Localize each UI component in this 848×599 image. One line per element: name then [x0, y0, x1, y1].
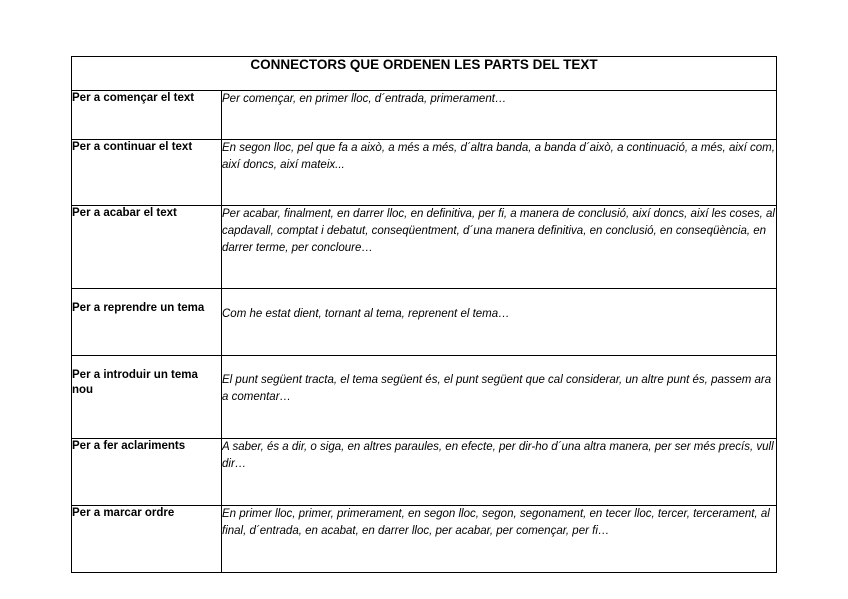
row-label: Per a començar el text: [72, 91, 222, 140]
table-header-row: [72, 57, 777, 91]
row-label: Per a acabar el text: [72, 206, 222, 289]
row-connectors: El punt següent tracta, el tema següent és, el punt següent que cal considerar, un altre punt és, passem ara a comentar…: [222, 356, 777, 439]
row-label: Per a introduir un tema nou: [72, 356, 222, 439]
row-label: Per a continuar el text: [72, 140, 222, 206]
table-row: [72, 356, 777, 439]
row-connectors: En segon lloc, pel que fa a això, a més a més, d´altra banda, a banda d´això, a continuació, a més, així com, així doncs, així mateix...: [222, 140, 777, 206]
table-row: [72, 91, 777, 140]
table-row: [72, 289, 777, 356]
table-row: [72, 439, 777, 506]
connectors-table: [71, 56, 777, 573]
table-row: [72, 140, 777, 206]
row-connectors: En primer lloc, primer, primerament, en segon lloc, segon, segonament, en tecer lloc, tercer, tercerament, al final, d´entrada, en acabat, en darrer lloc, per acabar, per començar, per fi…: [222, 506, 777, 573]
row-label: Per a fer aclariments: [72, 439, 222, 506]
table-row: [72, 206, 777, 289]
row-connectors: Com he estat dient, tornant al tema, reprenent el tema…: [222, 289, 777, 356]
row-label: Per a reprendre un tema: [72, 289, 222, 356]
row-connectors: Per començar, en primer lloc, d´entrada, primerament…: [222, 91, 777, 140]
row-connectors: Per acabar, finalment, en darrer lloc, en definitiva, per fi, a manera de conclusió, així doncs, així les coses, al capdavall, comptat i debatut, conseqüentment, d´una manera definitiva, en conclusió, en conseqüència, en darrer terme, per concloure…: [222, 206, 777, 289]
row-connectors: A saber, és a dir, o siga, en altres paraules, en efecte, per dir-ho d´una altra manera, per ser més precís, vull dir…: [222, 439, 777, 506]
table-row: [72, 506, 777, 573]
table-title: CONNECTORS QUE ORDENEN LES PARTS DEL TEXT: [72, 57, 777, 91]
row-label: Per a marcar ordre: [72, 506, 222, 573]
